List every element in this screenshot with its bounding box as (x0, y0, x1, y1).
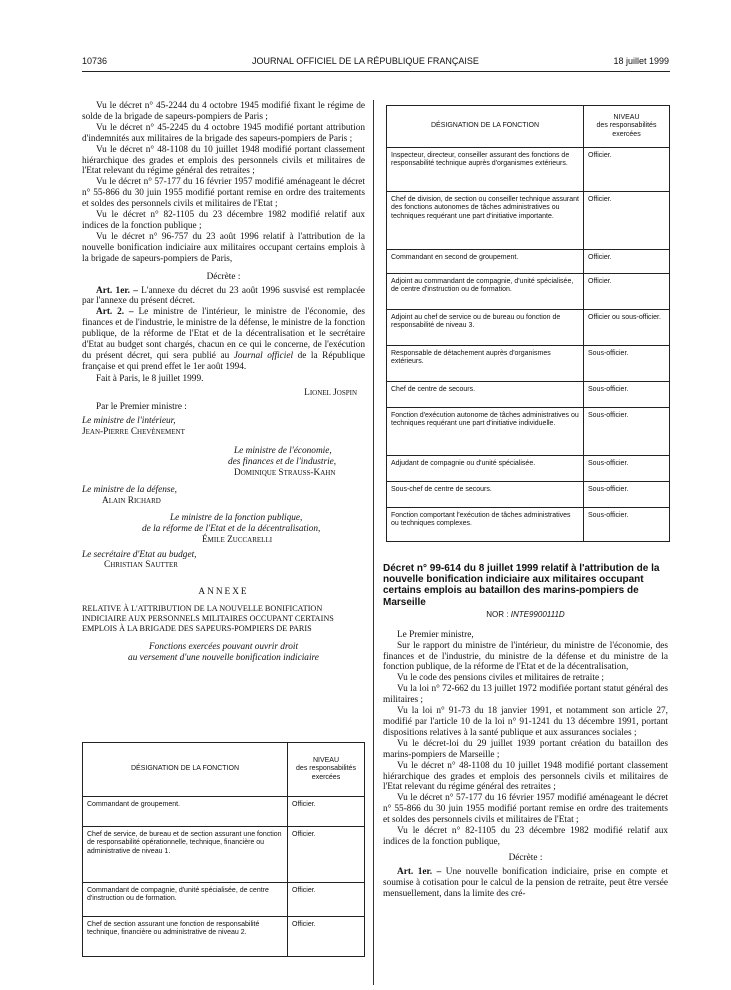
cell-niveau: Sous-officier. (584, 508, 670, 542)
right-column (383, 563, 668, 899)
publication-date: 18 juillet 1999 (613, 56, 669, 66)
journal-title: JOURNAL OFFICIEL DE LA RÉPUBLIQUE FRANÇAISE (252, 56, 479, 66)
column-divider (373, 100, 374, 985)
table-header-row (83, 743, 365, 797)
col-niveau-line-2: des responsabilités (296, 765, 356, 773)
cell-fonction: Inspecteur, directeur, conseiller assurant des fonctions de responsabilité technique auprès d'organismes extérieurs. (387, 148, 584, 192)
cell-fonction: Commandant de compagnie, d'unité spécialisée, de centre d'instruction ou de formation. (83, 883, 288, 917)
visa-paragraph: Vu le décret n° 48-1108 du 10 juillet 1948 modifié portant classement hiérarchique des grades et emplois des personnels civils et militaires de l'Etat relevant du régime général des retraites ; (383, 760, 668, 793)
premier-ministre: Le Premier ministre, (397, 629, 474, 640)
minister-interior-name: Jean-Pierre Chevènement (82, 427, 185, 438)
minister-fp-title-1: Le ministre de la fonction publique, (170, 512, 303, 523)
cell-fonction: Chef de service, de bureau et de section assurant une fonction de responsabilité opérationnelle, technique, financière ou administrative de niveau 1. (83, 827, 288, 883)
annexe-title: ANNEXE (198, 587, 249, 598)
minister-fp-title-2: de la réforme de l'Etat et de la décentralisation, (142, 523, 321, 534)
cell-niveau: Officier. (584, 192, 670, 250)
page-header (0, 56, 731, 70)
minister-economy-title-2: des finances et de l'industrie, (228, 457, 337, 468)
minister-defense-name: Alain Richard (102, 495, 161, 506)
col-niveau-line-2: des responsabilités (596, 122, 657, 130)
table-row (83, 797, 365, 827)
table-row (387, 148, 670, 192)
cell-fonction: Commandant en second de groupement. (387, 250, 584, 274)
decrete-heading: Décrète : (206, 271, 241, 282)
annexe-subtitle: RELATIVE À L'ATTRIBUTION DE LA NOUVELLE BONIFICATION INDICIAIRE AUX PERSONNELS MILITAIRES OCCUPANT CERTAINS EMPLOIS À LA BRIGADE DES SAPEURS-POMPIERS DE PARIS (82, 604, 334, 634)
cell-fonction: Adjudant de compagnie ou d'unité spécialisée. (387, 456, 584, 482)
cell-fonction: Chef de section assurant une fonction de responsabilité technique, financière ou administrative de niveau 2. (83, 917, 288, 957)
annexe-table-left (82, 742, 365, 957)
left-column (82, 101, 365, 664)
visa-paragraph: Vu la loi n° 72-662 du 13 juillet 1972 modifiée portant statut général des militaires ; (383, 684, 668, 706)
table-row (387, 482, 670, 508)
visa-list-right (383, 641, 668, 848)
cell-niveau: Officier. (288, 827, 365, 883)
cell-fonction: Fonction d'exécution autonome de tâches administratives ou techniques requérant une part d'initiative individuelle. (387, 408, 584, 456)
cell-niveau: Officier. (288, 797, 365, 827)
visa-paragraph: Vu le décret n° 82-1105 du 23 décembre 1982 modifié relatif aux indices de la fonction publique ; (82, 210, 365, 231)
article-2-text-b: de la République française et qui prend effet le 1er août 1994. (82, 350, 366, 372)
article-1-right-text: Une nouvelle bonification indiciaire, prise en compte et soumise à cotisation pour le calcul de la pension de retraite, peut être versée mensuellement, dans la limite des cré- (383, 866, 669, 899)
col-niveau-line-3: exercées (612, 130, 641, 138)
table-row (83, 917, 365, 957)
cell-niveau: Officier. (584, 148, 670, 192)
cell-fonction: Commandant de groupement. (83, 797, 288, 827)
annexe-italic-2: au versement d'une nouvelle bonification indiciaire (128, 653, 319, 664)
secretary-budget-title: Le secrétaire d'Etat au budget, (82, 549, 197, 560)
par-pm: Par le Premier ministre : (96, 401, 187, 412)
minister-economy-name: Dominique Strauss-Kahn (234, 468, 336, 479)
visa-paragraph: Vu le décret n° 45-2245 du 4 octobre 1945 modifié portant attribution d'indemnités aux militaires de la brigade des sapeurs-pompiers de Paris ; (82, 122, 365, 144)
cell-niveau: Sous-officier. (584, 382, 670, 408)
col-fonction-header: DÉSIGNATION DE LA FONCTION (387, 106, 584, 148)
visa-paragraph: Sur le rapport du ministre de l'intérieur, du ministre de l'économie, des finances et de l'industrie, du ministre de la défense et du ministre de la fonction publique, de la réforme de l'Etat et de la décentralisation, (383, 640, 668, 673)
article-1-text: L'annexe du décret du 23 août 1996 susvisé est remplacée par l'annexe du présent décret. (82, 285, 365, 307)
cell-niveau: Officier. (288, 883, 365, 917)
cell-niveau: Sous-officier. (584, 346, 670, 382)
cell-fonction: Adjoint au chef de service ou de bureau ou fonction de responsabilité de niveau 3. (387, 310, 584, 346)
cell-niveau: Sous-officier. (584, 482, 670, 508)
visa-paragraph: Vu le code des pensions civiles et militaires de retraite ; (397, 673, 605, 684)
visa-paragraph: Vu le décret n° 57-177 du 16 février 1957 modifié aménageant le décret n° 55-866 du 30 juin 1955 modifié portant remise en ordre des traitements et soldes des personnels civils et militaires de l'Etat ; (383, 793, 668, 826)
visa-paragraph: Vu le décret n° 48-1108 du 10 juillet 1948 modifié portant classement hiérarchique des grades et emplois des personnels civils et militaires de l'Etat relevant du régime général des retraites ; (82, 144, 365, 177)
cell-niveau: Officier ou sous-officier. (584, 310, 670, 346)
secretary-budget-name: Christian Sautter (104, 560, 178, 571)
article-1-right-label: Art. 1er. – (397, 866, 442, 877)
article-2 (82, 307, 365, 372)
cell-niveau: Officier. (584, 274, 670, 310)
decrete-heading-right: Décrète : (508, 852, 543, 863)
col-niveau-line-1: NIVEAU (312, 756, 340, 764)
cell-fonction: Responsable de détachement auprès d'organismes extérieurs. (387, 346, 584, 382)
minister-interior-title: Le ministre de l'intérieur, (82, 416, 176, 427)
page-number: 10736 (82, 56, 108, 66)
fait-a-paris: Fait à Paris, le 8 juillet 1999. (96, 373, 204, 384)
cell-niveau: Sous-officier. (584, 456, 670, 482)
article-2-label: Art. 2. – (96, 307, 134, 318)
pm-signature: Lionel Jospin (304, 387, 357, 398)
col-fonction-header: DÉSIGNATION DE LA FONCTION (83, 743, 288, 797)
cell-niveau: Officier. (288, 917, 365, 957)
minister-economy-title-1: Le ministre de l'économie, (234, 446, 332, 457)
article-1 (82, 286, 365, 308)
cell-fonction: Adjoint au commandant de compagnie, d'unité spécialisée, de centre d'instruction ou de formation. (387, 274, 584, 310)
cell-niveau: Sous-officier. (584, 408, 670, 456)
article-1-right (383, 867, 668, 900)
visa-paragraph: Vu le décret-loi du 29 juillet 1939 portant création du bataillon des marins-pompiers de Marseille ; (383, 738, 668, 760)
table-row (387, 408, 670, 456)
table-row (387, 456, 670, 482)
minister-fp-name: Émile Zuccarelli (202, 534, 273, 545)
col-niveau-line-3: exercées (311, 773, 341, 781)
visa-paragraph: Vu le décret n° 45-2244 du 4 octobre 1945 modifié fixant le régime de solde de la brigade de sapeurs-pompiers de Paris ; (82, 101, 365, 122)
header-rule (82, 71, 670, 72)
nor-label: NOR : (486, 609, 509, 619)
nor-value: INTE9900111D (510, 609, 565, 619)
cell-fonction: Sous-chef de centre de secours. (387, 482, 584, 508)
table-row (387, 382, 670, 408)
visa-paragraph: Vu le décret n° 57-177 du 16 février 1957 modifié aménageant le décret n° 55-866 du 30 juin 1955 modifié portant remise en ordre des traitements et soldes des personnels civils et militaires de l'Etat ; (82, 177, 365, 210)
col-niveau-header (288, 743, 365, 797)
col-niveau-header (584, 106, 670, 148)
cell-fonction: Fonction comportant l'exécution de tâches administratives ou techniques complexes. (387, 508, 584, 542)
visa-list (82, 101, 365, 265)
table-row (387, 250, 670, 274)
annexe-italic-1: Fonctions exercées pouvant ouvrir droit (148, 642, 299, 653)
annexe-table-right (386, 105, 670, 542)
table-row (83, 827, 365, 883)
visa-paragraph: Vu le décret n° 96-757 du 23 août 1996 relatif à l'attribution de la nouvelle bonification indiciaire aux militaires occupant certains emplois à la brigade de sapeurs-pompiers de Paris, (82, 231, 365, 264)
table-header-row (387, 106, 670, 148)
table-row (83, 883, 365, 917)
visa-paragraph: Vu la loi n° 91-73 du 18 janvier 1991, et notamment son article 27, modifié par l'article 10 de la loi n° 91-1241 du 13 décembre 1991, portant dispositions relatives à la santé publique et aux assurances sociales ; (383, 706, 668, 738)
table-row (387, 508, 670, 542)
cell-fonction: Chef de division, de section ou conseiller technique assurant des fonctions autonomes de tâches administratives ou techniques requérant une part d'initiative importante. (387, 192, 584, 250)
decree-title: Décret n° 99-614 du 8 juillet 1999 relatif à l'attribution de la nouvelle bonification indiciaire aux militaires occupant certains emplois au bataillon des marins-pompiers de Marseille (383, 563, 660, 608)
table-row (387, 346, 670, 382)
visa-paragraph: Vu le décret n° 82-1105 du 23 décembre 1982 modifié relatif aux indices de la fonction publique, (383, 826, 668, 847)
article-1-label: Art. 1er. – (96, 285, 138, 296)
cell-niveau: Officier. (584, 250, 670, 274)
table-row (387, 310, 670, 346)
cell-fonction: Chef de centre de secours. (387, 382, 584, 408)
article-2-jo: Journal officiel (233, 350, 294, 361)
table-row (387, 192, 670, 250)
minister-defense-title: Le ministre de la défense, (82, 485, 177, 495)
nor-reference (383, 610, 668, 621)
col-niveau-line-1: NIVEAU (613, 113, 640, 121)
article-2-text-a: Le ministre de l'intérieur, le ministre de l'économie, des finances et de l'industrie, le ministre de la défense, le ministre de la fonction publique, de la réforme de l'Etat et de la décentralisation et le secrétaire d'Etat au budget sont chargés, chacun en ce qui le concerne, de l'exécution du présent décret, qui sera publié au (82, 307, 366, 361)
table-row (387, 274, 670, 310)
